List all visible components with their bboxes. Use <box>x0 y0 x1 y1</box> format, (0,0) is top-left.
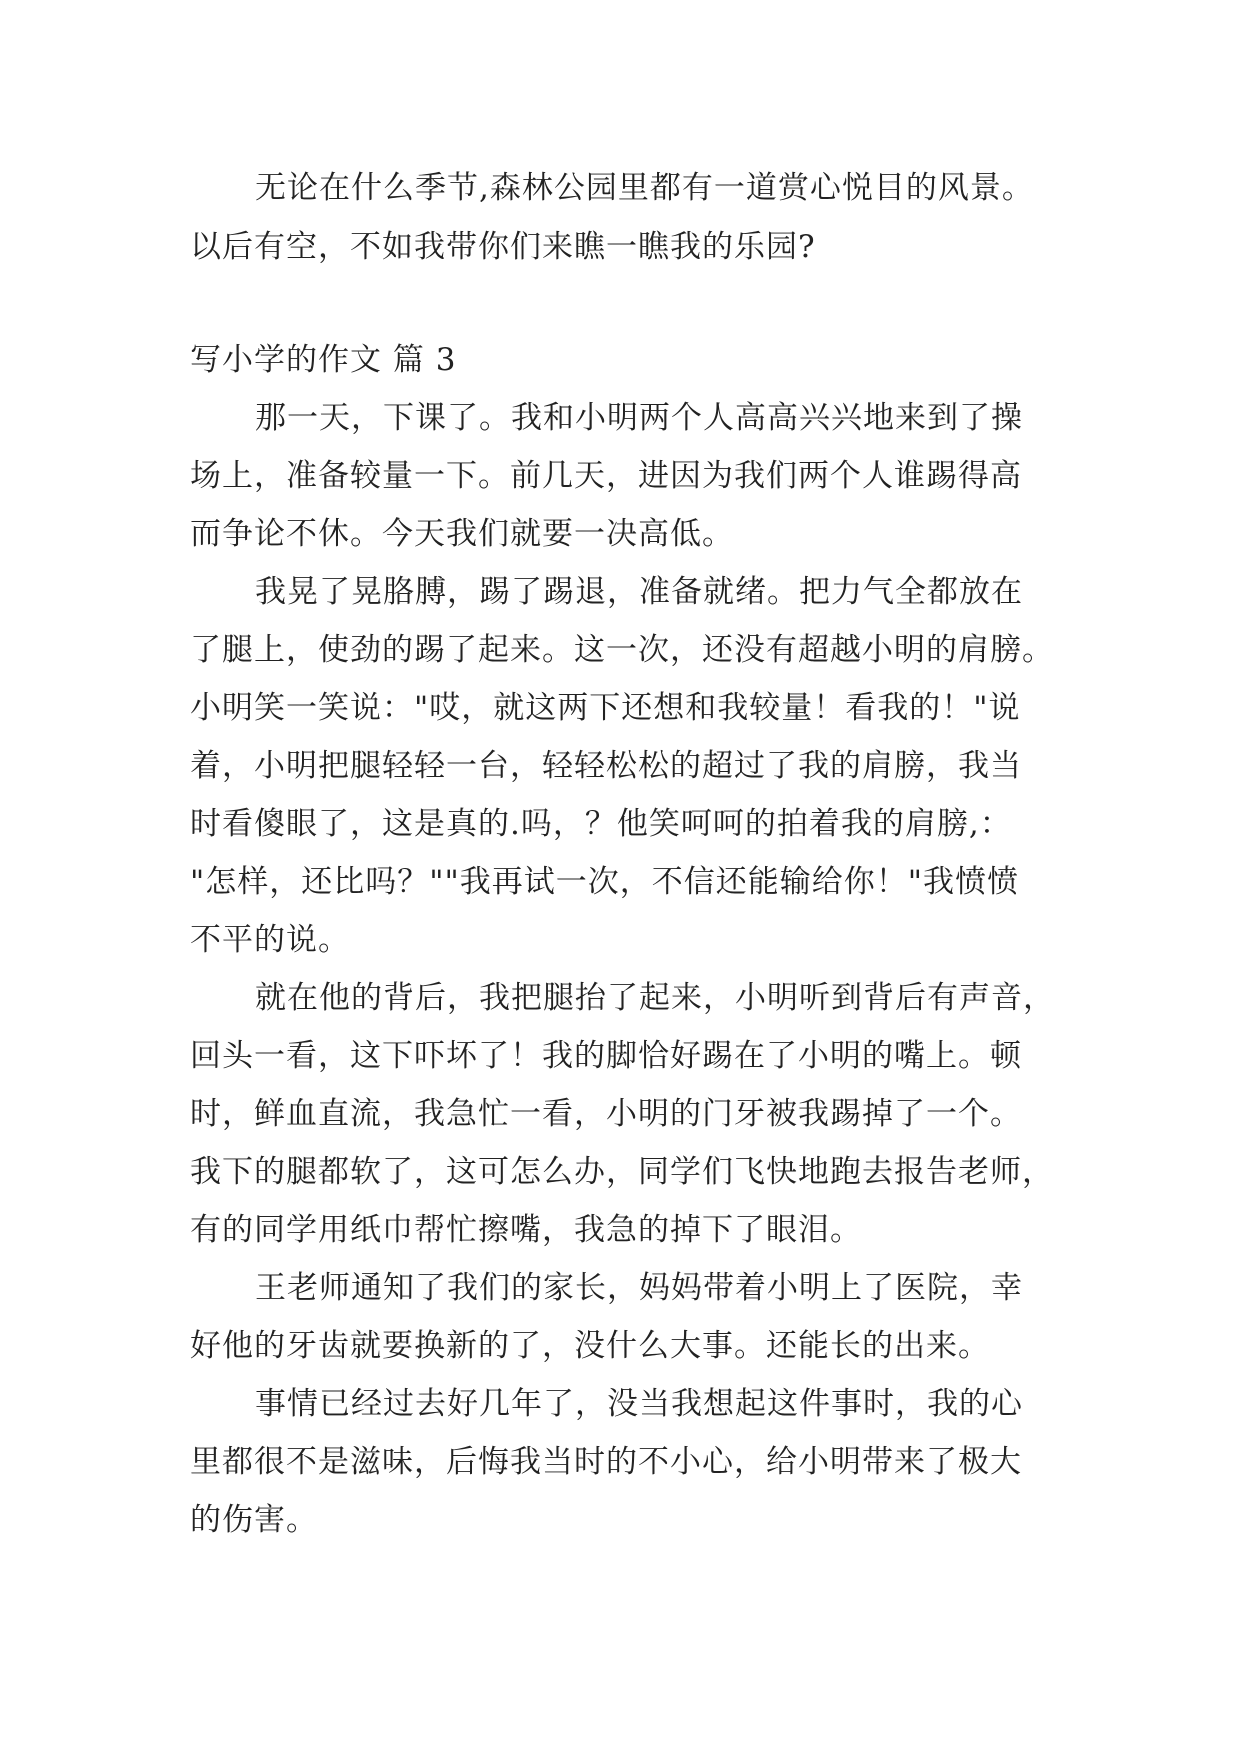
text-line: 回头一看，这下吓坏了！我的脚恰好踢在了小明的嘴上。顿 <box>190 1038 1022 1074</box>
text-line: 我晃了晃胳膊，踢了踢退，准备就绪。把力气全都放在 <box>255 574 1023 610</box>
text-line: 时看傻眼了，这是真的.吗，？他笑呵呵的拍着我的肩膀,： <box>190 806 1012 842</box>
text-line: 着，小明把腿轻轻一台，轻轻松松的超过了我的肩膀，我当 <box>190 748 1022 784</box>
text-line: 的伤害。 <box>190 1502 318 1538</box>
text-line: 以后有空，不如我带你们来瞧一瞧我的乐园? <box>190 229 816 265</box>
text-line: 王老师通知了我们的家长，妈妈带着小明上了医院，幸 <box>255 1270 1023 1306</box>
text-line: 时，鲜血直流，我急忙一看，小明的门牙被我踢掉了一个。 <box>190 1096 1022 1132</box>
text-line: 就在他的背后，我把腿抬了起来，小明听到背后有声音， <box>255 980 1055 1016</box>
text-line: 好他的牙齿就要换新的了，没什么大事。还能长的出来。 <box>190 1328 990 1364</box>
text-line: 事情已经过去好几年了，没当我想起这件事时，我的心 <box>255 1386 1023 1422</box>
section-heading: 写小学的作文 篇 3 <box>190 342 457 378</box>
text-line: 无论在什么季节,森林公园里都有一道赏心悦目的风景。 <box>255 170 1034 206</box>
text-line: 了腿上，使劲的踢了起来。这一次，还没有超越小明的肩膀。 <box>190 632 1054 668</box>
text-line: 那一天，下课了。我和小明两个人高高兴兴地来到了操 <box>255 400 1023 436</box>
text-line: 而争论不休。今天我们就要一决高低。 <box>190 516 734 552</box>
text-line: 小明笑一笑说："哎，就这两下还想和我较量！看我的！"说 <box>190 690 1021 726</box>
text-line: 有的同学用纸巾帮忙擦嘴，我急的掉下了眼泪。 <box>190 1212 862 1248</box>
text-line: 不平的说。 <box>190 922 350 958</box>
text-line: "怎样，还比吗？""我再试一次，不信还能输给你！"我愤愤 <box>190 864 1020 900</box>
text-line: 场上，准备较量一下。前几天，进因为我们两个人谁踢得高 <box>190 458 1022 494</box>
text-line: 里都很不是滋味，后悔我当时的不小心，给小明带来了极大 <box>190 1444 1022 1480</box>
text-line: 我下的腿都软了，这可怎么办，同学们飞快地跑去报告老师， <box>190 1154 1054 1190</box>
